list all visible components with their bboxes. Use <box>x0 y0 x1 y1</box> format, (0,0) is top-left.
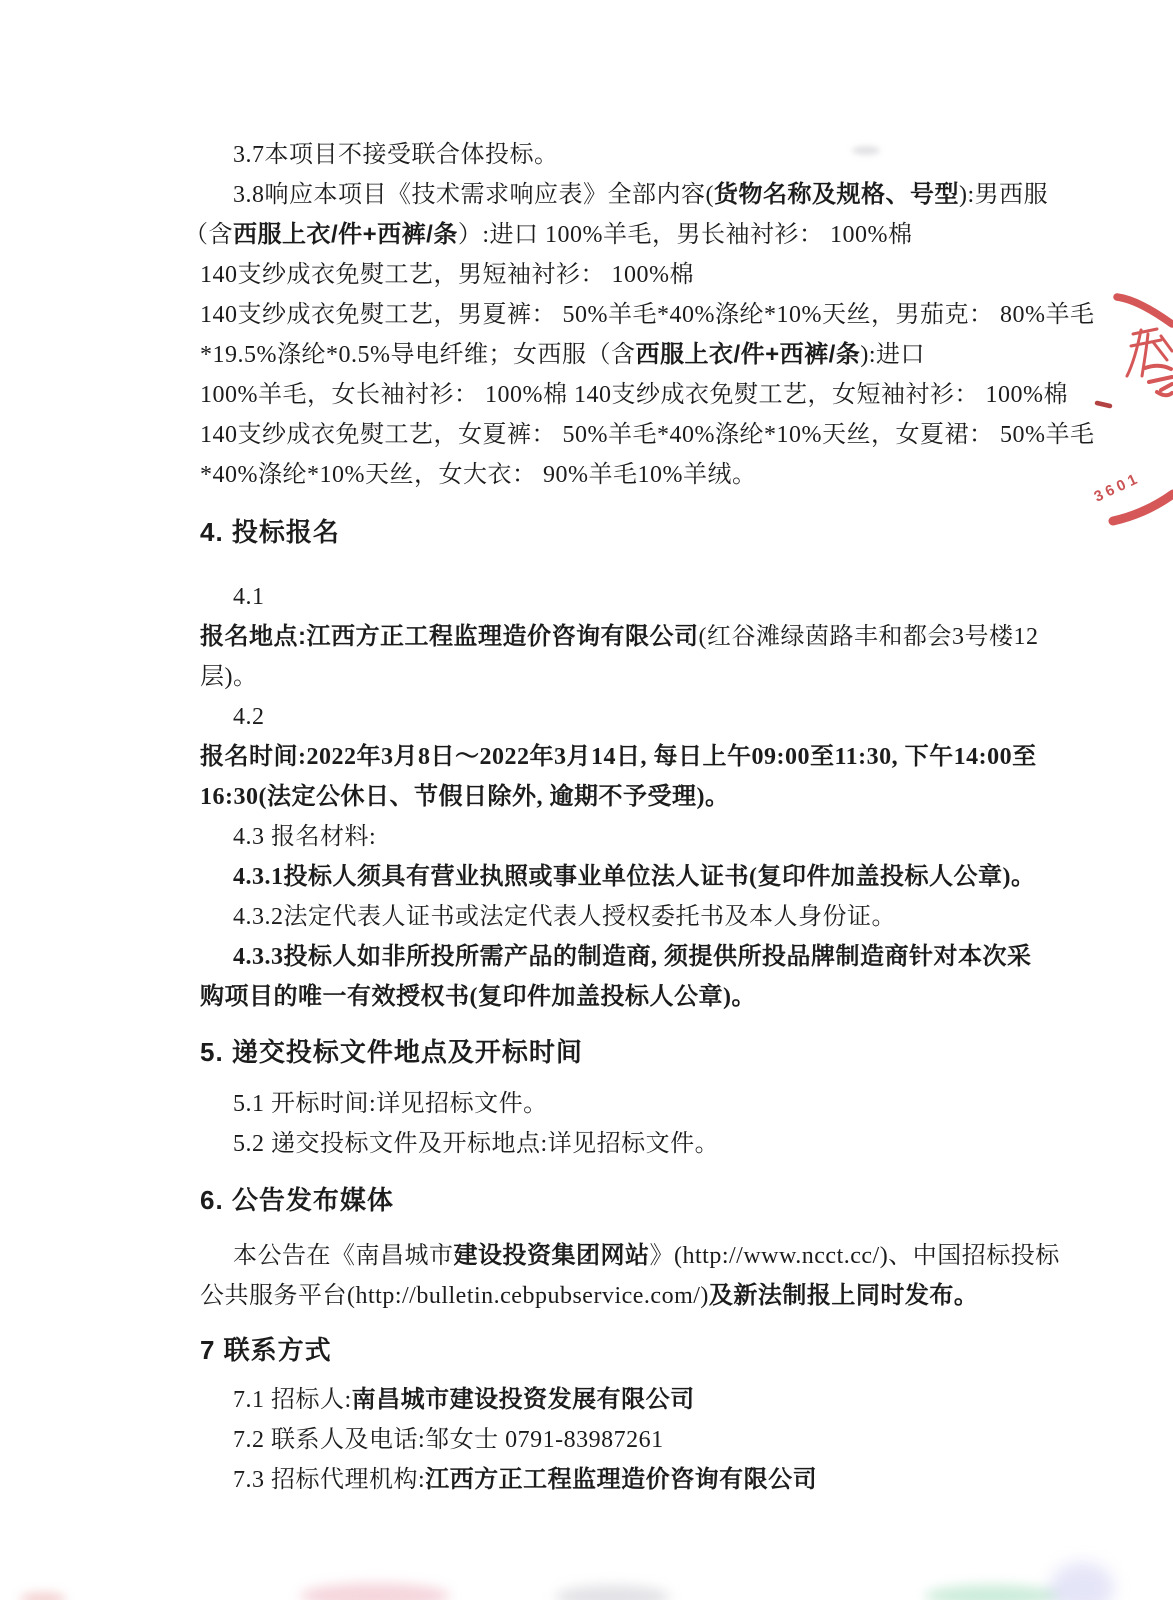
clause-5-2: 5.2 递交投标文件及开标地点:详见招标文件。 <box>233 1131 720 1157</box>
text-run: 7.3 招标代理机构: <box>233 1467 426 1493</box>
section-4-heading: 4. 投标报名 <box>200 517 340 547</box>
clause-4-3-2: 4.3.2法定代表人证书或法定代表人授权委托书及本人身份证。 <box>233 904 896 930</box>
text-run-bold: 及新法制报上同时发布。 <box>708 1282 979 1309</box>
text-run-bold: 西服上衣/件+西裤/条 <box>635 341 861 368</box>
text-run: 3.8响应本项目《技术需求响应表》全部内容( <box>233 182 714 208</box>
official-seal-stamp <box>1073 272 1173 538</box>
text-run: (红谷滩绿茵路丰和都会3号楼12 <box>698 624 1039 650</box>
text-run: ):男西服 <box>959 182 1049 208</box>
spec-line-women-summer: 140支纱成衣免熨工艺，女夏裤： 50%羊毛*40%涤纶*10%天丝，女夏裙： 50%羊毛 <box>200 422 1095 448</box>
section-6-heading: 6. 公告发布媒体 <box>200 1185 394 1215</box>
clause-4-2-number: 4.2 <box>233 704 265 730</box>
scan-artifact <box>925 1585 1060 1600</box>
scan-artifact <box>555 1585 670 1600</box>
clause-5-1: 5.1 开标时间:详见招标文件。 <box>233 1091 548 1117</box>
text-run: 公共服务平台(http://bulletin.cebpubservice.com/) <box>200 1283 709 1309</box>
text-run-bold: 报名地点:江西方正工程监理造价咨询有限公司 <box>200 623 699 650</box>
spec-line-men-suit <box>184 215 1050 255</box>
registration-time-line-1: 报名时间:2022年3月8日～2022年3月14日, 每日上午09:00至11:30, 下午14:00至 <box>200 744 1037 770</box>
section-5-heading: 5. 递交投标文件地点及开标时间 <box>200 1037 583 1067</box>
section-7-heading: 7 联系方式 <box>200 1335 332 1365</box>
text-run: 》(http://www.ncct.cc/)、中国招标投标 <box>649 1243 1060 1269</box>
clause-4-3-3-line-1: 4.3.3投标人如非所投所需产品的制造商, 须提供所投品牌制造商针对本次采 <box>233 944 1032 970</box>
spec-line-women-suit <box>200 335 1050 375</box>
clause-4-3-1: 4.3.1投标人须具有营业执照或事业单位法人证书(复印件加盖投标人公章)。 <box>233 864 1036 890</box>
registration-address-line-1 <box>200 617 1050 657</box>
text-run-bold: 建设投资集团网站 <box>453 1242 650 1269</box>
announcement-media-line-1 <box>200 1236 1060 1276</box>
contact-agency-line <box>200 1460 1050 1500</box>
registration-address-line-2: 层)。 <box>200 664 258 690</box>
spec-line-men-short-shirt: 140支纱成衣免熨工艺，男短袖衬衫： 100%棉 <box>200 262 694 288</box>
spec-line-men-summer-pants: 140支纱成衣免熨工艺，男夏裤： 50%羊毛*40%涤纶*10%天丝，男茄克： 80%羊毛 <box>200 302 1095 328</box>
text-run: *19.5%涤纶*0.5%导电纤维；女西服（含 <box>200 342 636 368</box>
announcement-media-line-2 <box>200 1276 1050 1316</box>
text-run-bold: 货物名称及规格、号型 <box>714 181 959 208</box>
scan-artifact <box>852 146 880 155</box>
spec-line-women-shirt: 100%羊毛，女长袖衬衫： 100%棉 140支纱成衣免熨工艺，女短袖衬衫： 100%棉 <box>200 382 1068 408</box>
document-body <box>184 135 1095 1500</box>
text-run: 7.1 招标人: <box>233 1387 352 1413</box>
spec-line-women-coat: *40%涤纶*10%天丝，女大衣： 90%羊毛10%羊绒。 <box>200 462 757 488</box>
contact-phone-line: 7.2 联系人及电话:邹女士 0791-83987261 <box>233 1427 664 1453</box>
text-run-bold: 西服上衣/件+西裤/条 <box>233 221 458 248</box>
text-run: ):进口 <box>860 342 926 368</box>
scan-artifact <box>300 1583 450 1600</box>
text-run-bold: 南昌城市建设投资发展有限公司 <box>351 1386 695 1413</box>
contact-tenderer-line <box>200 1380 1050 1420</box>
scan-artifact <box>1050 1562 1114 1600</box>
text-run: ）:进口 100%羊毛，男长袖衬衫： 100%棉 <box>457 222 913 248</box>
clause-4-3: 4.3 报名材料: <box>233 824 377 850</box>
registration-time-line-2: 16:30(法定公休日、节假日除外, 逾期不予受理)。 <box>200 784 730 810</box>
clause-4-1-number: 4.1 <box>233 584 265 610</box>
text-run: （含 <box>184 222 233 248</box>
clause-3-7: 3.7本项目不接受联合体投标。 <box>233 142 559 168</box>
text-run: 本公告在《南昌城市 <box>233 1243 454 1269</box>
text-run-bold: 江西方正工程监理造价咨询有限公司 <box>425 1466 818 1493</box>
clause-4-3-3-line-2: 购项目的唯一有效授权书(复印件加盖投标人公章)。 <box>200 984 756 1010</box>
seal-number: 3601 <box>1091 469 1144 506</box>
scan-artifact <box>20 1592 66 1600</box>
clause-3-8 <box>200 175 1050 215</box>
